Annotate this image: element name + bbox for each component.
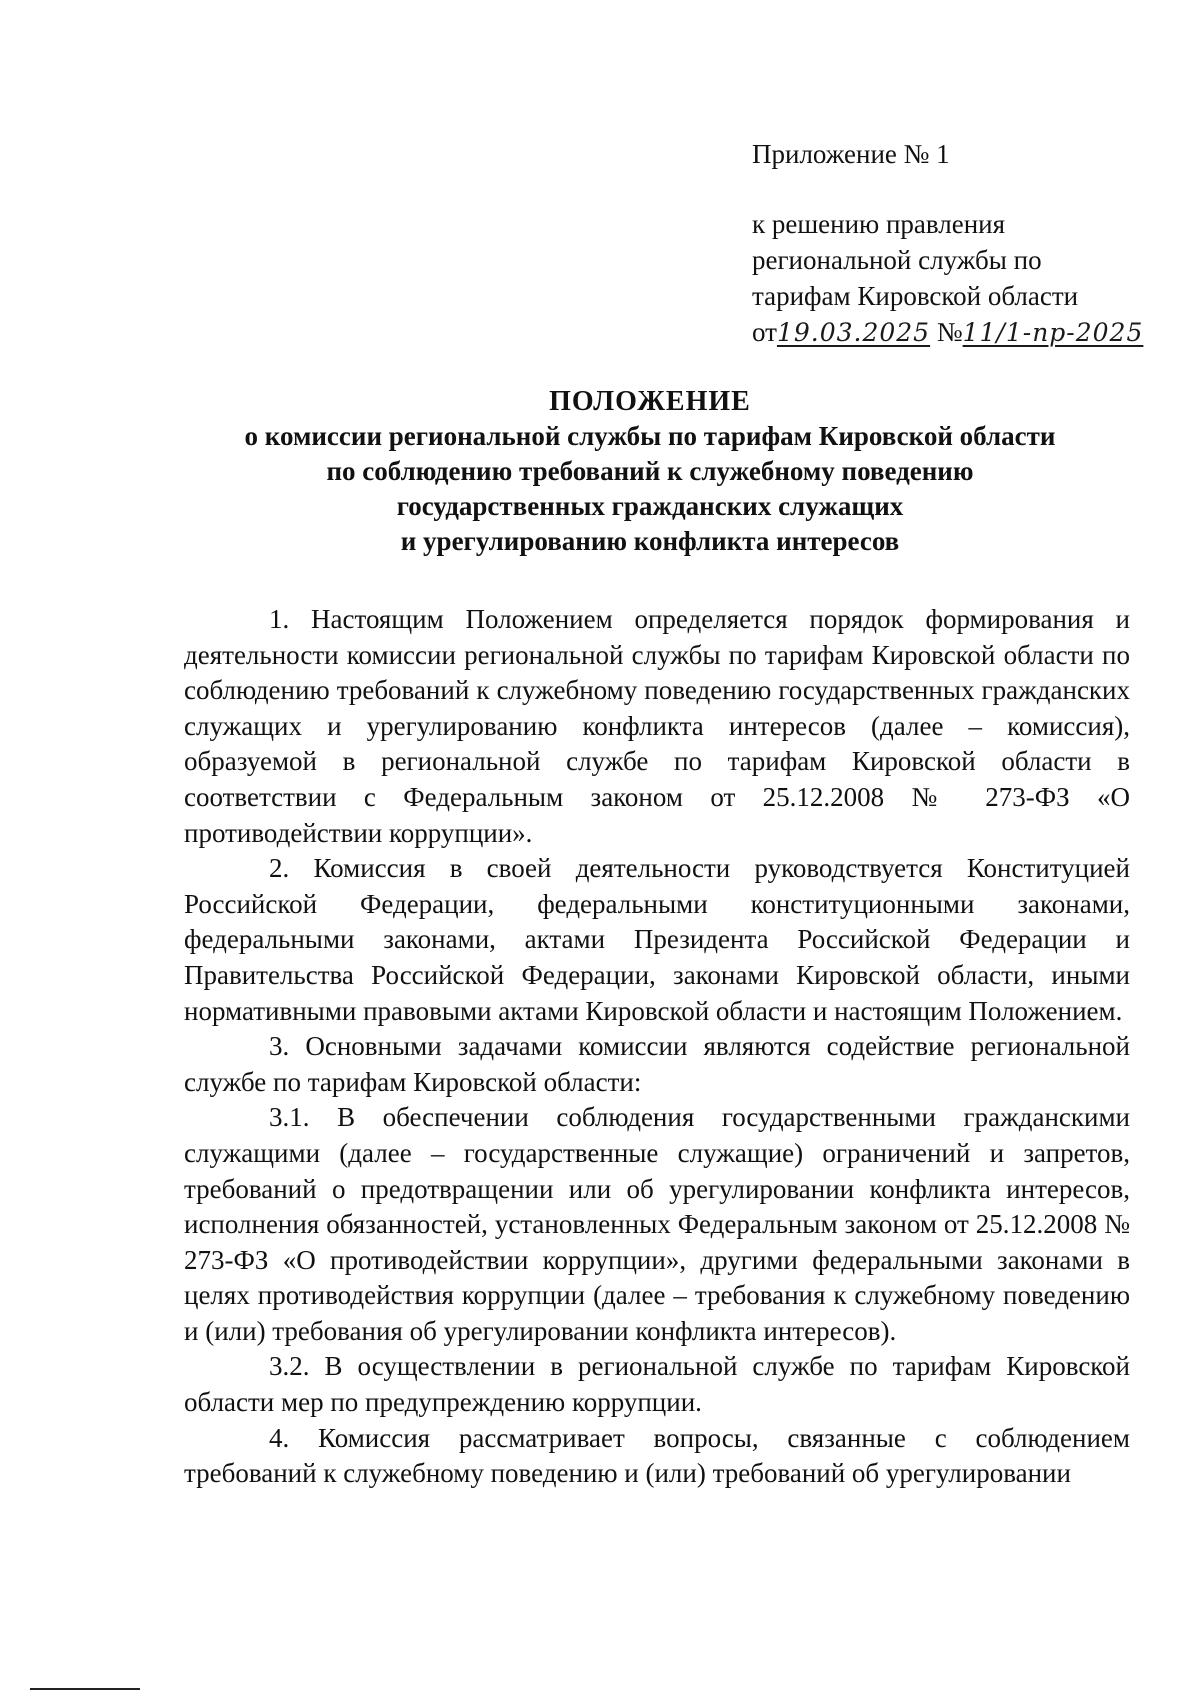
handwritten-number: 11/1-пр-2025 — [962, 318, 1144, 347]
date-prefix: от — [752, 317, 777, 347]
appendix-line-1: к решению правления — [752, 209, 1006, 239]
paragraph-2: 2. Комиссия в своей деятельности руководствуется Конституцией Российской Федерации, федеральными конституционными законами, федеральными законами, актами Президента Российской Федерации и Правительства Российской Федерации, законами Кировской области, иными нормативными правовыми актами Кировской области и настоящим Положением. — [184, 853, 1130, 1026]
paragraph-4: 4. Комиссия рассматривает вопросы, связанные с соблюдением требований к служебному поведению и (или) требований об урегулировании — [184, 1422, 1130, 1489]
title-line-2: по соблюдению требований к служебному поведению — [326, 456, 974, 486]
paragraph-3-1: 3.1. В обеспечении соблюдения государственными гражданскими служащими (далее – государственные служащие) ограничений и запретов, требований о предотвращении или об урегулировании конфликта интересов, исполнения обязанностей, установленных Федеральным законом от 25.12.2008 № 273-ФЗ «О противодействии коррупции», другими федеральными законами в целях противодействия коррупции (далее – требования к служебному поведению и (или) требования об урегулировании конфликта интересов). — [184, 1102, 1130, 1346]
paragraph-1: 1. Настоящим Положением определяется порядок формирования и деятельности комиссии региональной службы по тарифам Кировской области по соблюдению требований к служебному поведению государственных гражданских служащих и урегулированию конфликта интересов (далее – комиссия), образуемой в региональной службе по тарифам Кировской области в соответствии с Федеральным законом от 25.12.2008 № 273-ФЗ «О противодействии коррупции». — [184, 604, 1130, 848]
paragraph-3: 3. Основными задачами комиссии являются содействие региональной службе по тарифам Кировской области: — [184, 1031, 1130, 1097]
document-title — [160, 384, 1140, 559]
handwritten-date: 19.03.2025 — [776, 318, 931, 347]
number-prefix: № — [936, 317, 963, 347]
paragraph-3-2: 3.2. В осуществлении в региональной службе по тарифам Кировской области мер по предупреждению коррупции. — [184, 1351, 1130, 1418]
appendix-line-3: тарифам Кировской области — [752, 281, 1079, 311]
document-body — [184, 602, 1130, 1492]
appendix-date-line — [752, 314, 1172, 351]
appendix-line-2: региональной службы по — [752, 245, 1042, 275]
title-line-4: и урегулированию конфликта интересов — [400, 526, 900, 556]
appendix-block — [752, 136, 1172, 351]
appendix-title: Приложение № 1 — [752, 139, 950, 169]
title-main: ПОЛОЖЕНИЕ — [549, 386, 751, 417]
footnote-divider — [30, 1688, 140, 1690]
title-line-3: государственных гражданских служащих — [396, 491, 904, 521]
title-line-1: о комиссии региональной службы по тарифам Кировской области — [244, 421, 1056, 451]
